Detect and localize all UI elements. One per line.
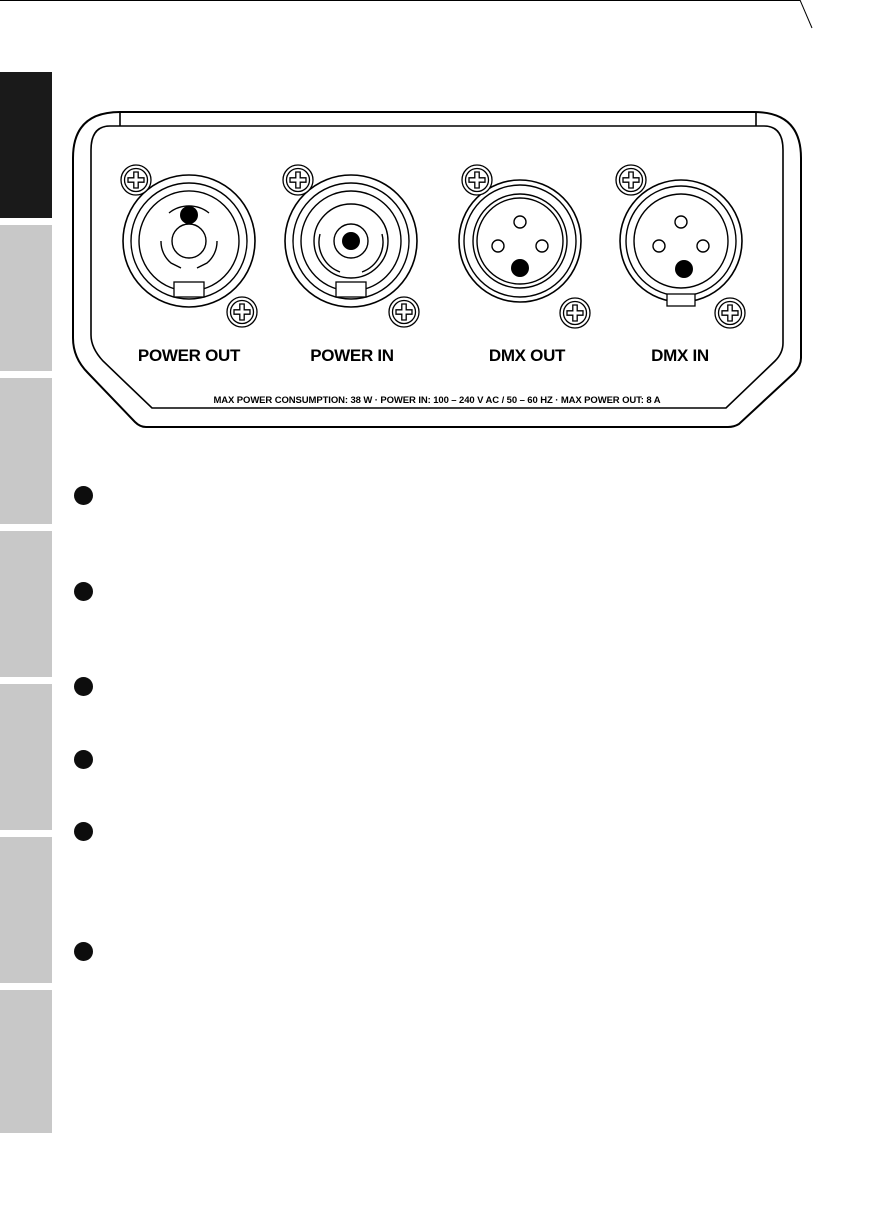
power-spec-text: MAX POWER CONSUMPTION: 38 W · POWER IN: 100 – 240 V AC / 50 – 60 HZ · MAX POWER OUT: 8 A [213,395,661,406]
screw-icon [560,298,590,328]
screw-icon [389,297,419,327]
dmx-out-connector [459,180,581,302]
language-tab-4[interactable] [0,531,52,677]
screw-icon [715,298,745,328]
rear-panel-illustration [70,110,804,428]
screw-icon [227,297,257,327]
power-out-connector [123,175,255,307]
dmx-in-label: DMX IN [651,346,709,365]
dmx-out-label: DMX OUT [488,346,566,365]
screw-icon [121,165,151,195]
rear-panel-svg [70,110,804,428]
screw-icon [283,165,313,195]
bullet-marker-1 [74,486,93,505]
power-in-connector [285,175,417,307]
bullet-marker-3 [74,677,93,696]
screw-icon [616,165,646,195]
bullet-marker-2 [74,582,93,601]
bullet-marker-5 [74,822,93,841]
bullet-marker-6 [74,942,93,961]
language-tab-1[interactable] [0,72,52,218]
language-tab-7[interactable] [0,990,52,1133]
language-tab-2[interactable] [0,225,52,371]
screw-icon [462,165,492,195]
dmx-in-connector [620,180,742,306]
language-tab-3[interactable] [0,378,52,524]
language-tab-6[interactable] [0,837,52,983]
language-tab-5[interactable] [0,684,52,830]
power-in-label: POWER IN [310,346,394,365]
bullet-marker-4 [74,750,93,769]
power-out-label: POWER OUT [137,346,241,365]
